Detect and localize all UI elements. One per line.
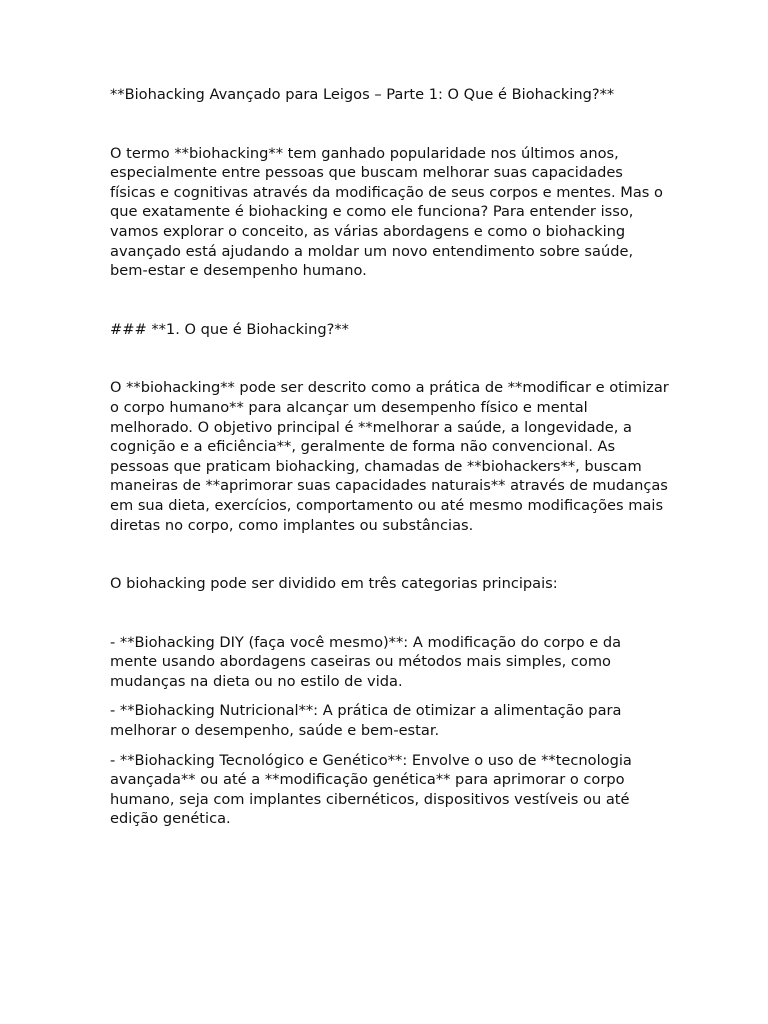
list-item-diy: - **Biohacking DIY (faça você mesmo)**: A modificação do corpo e da mente usando abordagens caseiras ou métodos mais simples, como mudanças na dieta ou no estilo de vida. — [110, 633, 622, 690]
list-item-nutritional: - **Biohacking Nutricional**: A prática de otimizar a alimentação para melhorar o desempenho, saúde e bem-estar. — [110, 702, 622, 740]
document-body — [110, 85, 670, 839]
list-item-technological: - **Biohacking Tecnológico e Genético**: Envolve o uso de **tecnologia avançada** ou até a **modificação genética** para aprimorar o corpo humano, seja com implantes cibernéticos, dispositivos vestíveis ou até edição genética. — [110, 751, 632, 828]
categories-intro: O biohacking pode ser dividido em três categorias principais: — [110, 575, 558, 593]
document-title: **Biohacking Avançado para Leigos – Parte 1: O Que é Biohacking?** — [110, 86, 615, 103]
section-heading: ### **1. O que é Biohacking?** — [110, 320, 349, 338]
definition-paragraph: O **biohacking** pode ser descrito como a prática de **modificar e otimizar o corpo humano** para alcançar um desempenho físico e mental melhorado. O objetivo principal é **melhorar a saúde, a longevidade, a cognição e a eficiência**, geralmente de forma não convencional. As pessoas que praticam biohacking, chamadas de **biohackers**, buscam maneiras de **aprimorar suas capacidades naturais** através de mudanças em sua dieta, exercícios, comportamento ou até mesmo modificações mais diretas no corpo, como implantes ou substâncias. — [110, 379, 669, 534]
intro-paragraph: O termo **biohacking** tem ganhado popularidade nos últimos anos, especialmente entre pessoas que buscam melhorar suas capacidades físicas e cognitivas através da modificação de seus corpos e mentes. Mas o que exatamente é biohacking e como ele funciona? Para entender isso, vamos explorar o conceito, as várias abordagens e como o biohacking avançado está ajudando a moldar um novo entendimento sobre saúde, bem-estar e desempenho humano. — [110, 144, 663, 280]
